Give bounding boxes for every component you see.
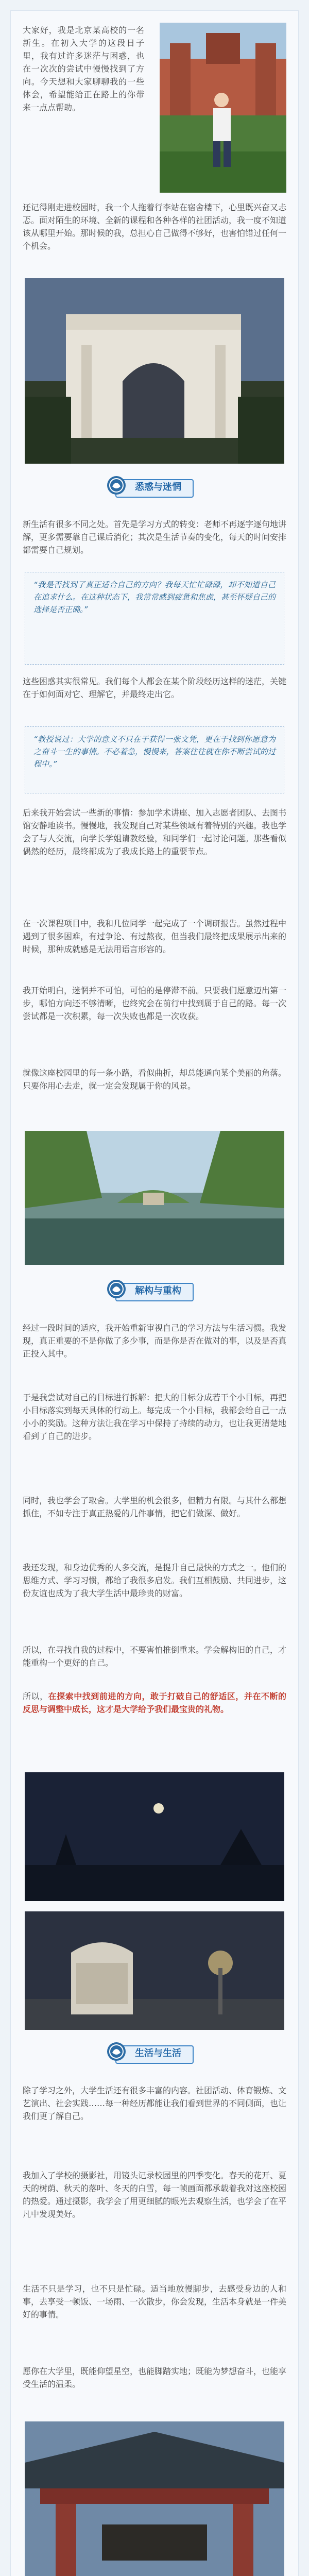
- night-sky-photo: [25, 1772, 284, 1901]
- stone-tablet-photo: [25, 1911, 284, 2030]
- section-1-paragraph-b: 这些困惑其实很常见。我们每个人都会在某个阶段经历这样的迷茫，关键在于如何面对它、理解它，并最终走出它。: [23, 676, 287, 699]
- section-3-paragraph-a: 除了学习之外，大学生活还有很多丰富的内容。社团活动、体育锻炼、文艺演出、社会实践……每一种经历都能让我们看到世界的不同侧面，也让我们更了解自己。: [23, 2086, 287, 2121]
- willow-pond-photo: [25, 1131, 284, 1265]
- section-1-paragraph-f: 就像这座校园里的每一条小路，看似曲折，却总能通向某个美丽的角落。只要你用心去走，就一定会发现属于你的风景。: [23, 1068, 287, 1091]
- section-1-header: [10, 477, 299, 500]
- section-2-paragraph-c: 同时，我也学会了取舍。大学里的机会很多，但精力有限。与其什么都想抓住，不如专注于真正热爱的几件事情，把它们做深、做好。: [23, 1496, 287, 1518]
- section-1-paragraph-c: 后来我开始尝试一些新的事情：参加学术讲座、加入志愿者团队、去图书馆安静地读书。慢慢地，我发现自己对某些领域有着特别的兴趣。我也学会了与人交流，向学长学姐请教经验，和同学们一起讨论问题。那些看似偶然的经历，最终都成为了我成长路上的重要节点。: [23, 808, 287, 856]
- section-1-paragraph-a: 新生活有很多不同之处。首先是学习方式的转变：老师不再逐字逐句地讲解，更多需要靠自己课后消化；其次是生活节奏的变化，每天的时间安排都需要自己规划。: [23, 519, 287, 555]
- section-2-title: 解构与重构: [135, 1285, 181, 1296]
- article-page: [10, 10, 299, 2576]
- intro-paragraph: 大家好，我是北京某高校的一名新生。在初入大学的这段日子里，我有过许多迷茫与困惑，也在一次次的尝试中慢慢找到了方向。今天想和大家聊聊我的一些体会，希望能给正在路上的你带来一点点帮助。: [23, 25, 144, 112]
- section-3-title: 生活与生活: [135, 2048, 181, 2059]
- section-2-paragraph-f: [23, 1690, 286, 1716]
- section-2-paragraph-b: 于是我尝试对自己的目标进行拆解：把大的目标分成若干个小目标，再把小目标落实到每天具体的行动上。每完成一个小目标，我都会给自己一点小小的奖励。这种方法让我在学习中保持了持续的动力，也让我更清楚地看到了自己的进步。: [23, 1393, 287, 1441]
- section-1-paragraph-d: 在一次课程项目中，我和几位同学一起完成了一个调研报告。虽然过程中遇到了很多困难，有过争论、有过熬夜，但当我们最终把成果展示出来的时候，那种成就感是无法用语言形容的。: [23, 919, 287, 954]
- portrait-photo: [160, 23, 286, 193]
- section-1-title-box: [115, 479, 194, 498]
- memory-paragraph: 还记得刚走进校园时，我一个人拖着行李站在宿舍楼下，心里既兴奋又忐忑。面对陌生的环境、全新的课程和各种各样的社团活动，我一度不知道该从哪里开始。那时候的我，总担心自己做得不够好，也害怕错过任何一个机会。: [23, 202, 287, 251]
- section-2-header: [10, 1280, 299, 1304]
- section-3-title-box: [115, 2045, 194, 2064]
- section-1-paragraph-e: 我开始明白，迷惘并不可怕，可怕的是停滞不前。只要我们愿意迈出第一步，哪怕方向还不够清晰，也终究会在前行中找到属于自己的路。每一次尝试都是一次积累，每一次失败也都是一次收获。: [23, 986, 287, 1021]
- seal-emblem-icon: [105, 474, 128, 497]
- section-2-title-box: [115, 1283, 194, 1301]
- quote-block-2: “教授说过：大学的意义不只在于获得一张文凭，更在于找到你愿意为之奋斗一生的事情。不必着急，慢慢来，答案往往就在你不断尝试的过程中。”: [25, 726, 284, 793]
- section-2-paragraph-d: 我还发现，和身边优秀的人多交流，是提升自己最快的方式之一。他们的思维方式、学习习惯，都给了我很多启发。我们互相鼓励、共同进步，这份友谊也成为了我大学生活中最珍贵的财富。: [23, 1563, 287, 1598]
- section-3-paragraph-d: 愿你在大学里，既能仰望星空，也能脚踏实地；既能为梦想奋斗，也能享受生活的温柔。: [23, 2366, 287, 2389]
- section-3-paragraph-b: 我加入了学校的摄影社，用镜头记录校园里的四季变化。春天的花开、夏天的树荫、秋天的落叶、冬天的白雪，每一帧画面都承载着我对这座校园的热爱。通过摄影，我学会了用更细腻的眼光去观察生活，也学会了在平凡中发现美好。: [23, 2171, 287, 2219]
- section-2-paragraph-a: 经过一段时间的适应，我开始重新审视自己的学习方法与生活习惯。我发现，真正重要的不是你做了多少事，而是你是否在做对的事，以及是否真正投入其中。: [23, 1323, 287, 1359]
- campus-gate-photo: [25, 278, 284, 464]
- section-2-highlight-text: 在探索中找到前进的方向，敢于打破自己的舒适区，并在不断的反思与调整中成长，这才是大学给予我们最宝贵的礼物。: [23, 1691, 286, 1714]
- section-3-paragraph-c: 生活不只是学习，也不只是忙碌。适当地放慢脚步，去感受身边的人和事，去享受一顿饭、一场雨、一次散步，你会发现，生活本身就是一件美好的事情。: [23, 2284, 287, 2319]
- traditional-gate-photo: [25, 2421, 284, 2576]
- section-1-title: 悉惑与迷惘: [135, 482, 181, 493]
- section-2-paragraph-e: 所以，在寻找自我的过程中，不要害怕推倒重来。学会解构旧的自己，才能重构一个更好的自己。: [23, 1645, 287, 1668]
- section-3-header: [10, 2043, 299, 2066]
- seal-emblem-icon: [105, 2040, 128, 2063]
- quote-block-1: “我是否找到了真正适合自己的方向？我每天忙忙碌碌，却不知道自己在追求什么。在这种状态下，我常常感到疲惫和焦虑，甚至怀疑自己的选择是否正确。”: [25, 572, 284, 665]
- seal-emblem-icon: [105, 1278, 128, 1300]
- section-2-paragraph-f-plain: 所以，: [23, 1691, 48, 1701]
